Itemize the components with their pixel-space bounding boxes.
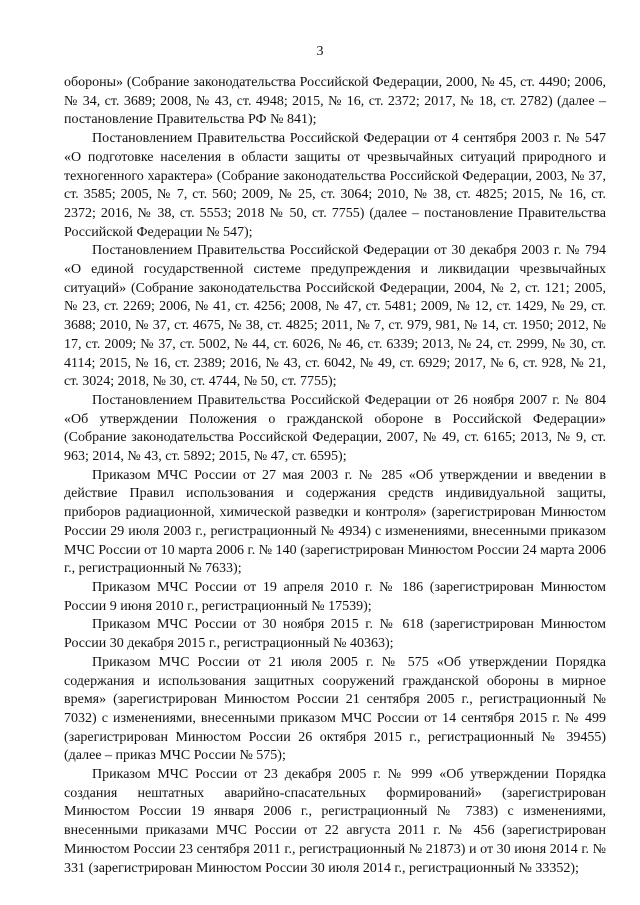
page-number: 3 <box>316 44 324 59</box>
paragraph: Приказом МЧС России от 19 апреля 2010 г. № 186 (зарегистрирован Минюстом России 9 июня 2010 г., регистрационный № 17539); <box>64 579 606 614</box>
paragraph-continuation: обороны» (Собрание законодательства Российской Федерации, 2000, № 45, ст. 4490; 2006, № 34, ст. 3689; 2008, № 43, ст. 4948; 2015, № 16, ст. 2372; 2017, № 18, ст. 2782) (далее – постановление Правительства РФ № 841); <box>64 75 606 128</box>
paragraph: Постановлением Правительства Российской Федерации от 4 сентября 2003 г. № 547 «О подготовке населения в области защиты от чрезвычайных ситуаций природного и техногенного характера» (Собрание законодательства Российской Федерации, 2003, № 37, ст. 3585; 2005, № 7, ст. 560; 2009, № 25, ст. 3064; 2010, № 38, ст. 4825; 2015, № 16, ст. 2372; 2016, № 38, ст. 5553; 2018 № 50, ст. 7755) (далее – постановление Правительства Российской Федерации № 547); <box>64 131 606 240</box>
paragraph: Приказом МЧС России от 30 ноября 2015 г. № 618 (зарегистрирован Минюстом России 30 декабря 2015 г., регистрационный № 40363); <box>64 617 606 652</box>
paragraph: Приказом МЧС России от 27 мая 2003 г. № 285 «Об утверждении и введении в действие Правил использования и содержания средств индивидуальной защиты, приборов радиационной, химической разведки и контроля» (зарегистрирован Минюстом России 29 июля 2003 г., регистрационный № 4934) с изменениями, внесенными приказом МЧС России от 10 марта 2006 г. № 140 (зарегистрирован Минюстом России 24 марта 2006 г., регистрационный № 7633); <box>64 467 606 577</box>
paragraph: Постановлением Правительства Российской Федерации от 26 ноября 2007 г. № 804 «Об утверждении Положения о гражданской обороне в Российской Федерации» (Собрание законодательства Российской Федерации, 2007, № 49, ст. 6165; 2013, № 9, ст. 963; 2014, № 43, ст. 5892; 2015, № 47, ст. 6595); <box>64 392 606 465</box>
document-body <box>64 74 606 878</box>
paragraph: Приказом МЧС России от 23 декабря 2005 г. № 999 «Об утверждении Порядка создания нештатных аварийно-спасательных формирований» (зарегистрирован Минюстом России 19 января 2006 г., регистрационный № 7383) с изменениями, внесенными приказами МЧС России от 22 августа 2011 г. № 456 (зарегистрирован Минюстом России 23 сентября 2011 г., регистрационный № 21873) и от 30 июня 2014 г. № 331 (зарегистрирован Минюстом России 30 июля 2014 г., регистрационный № 33352); <box>64 767 606 876</box>
paragraph: Постановлением Правительства Российской Федерации от 30 декабря 2003 г. № 794 «О единой государственной системе предупреждения и ликвидации чрезвычайных ситуаций» (Собрание законодательства Российской Федерации, 2004, № 2, ст. 121; 2005, № 23, ст. 2269; 2006, № 41, ст. 4256; 2008, № 47, ст. 5481; 2009, № 12, ст. 1429, № 29, ст. 3688; 2010, № 37, ст. 4675, № 38, ст. 4825; 2011, № 7, ст. 979, 981, № 14, ст. 1950; 2012, № 17, ст. 2009; № 37, ст. 5002, № 44, ст. 6026, № 46, ст. 6339; 2013, № 24, ст. 2999, № 30, ст. 4114; 2015, № 16, ст. 2389; 2016, № 43, ст. 6042, № 49, ст. 6929; 2017, № 6, ст. 928, № 21, ст. 3024; 2018, № 30, ст. 4744, № 50, ст. 7755); <box>64 243 606 390</box>
paragraph: Приказом МЧС России от 21 июля 2005 г. № 575 «Об утверждении Порядка содержания и использования защитных сооружений гражданской обороны в мирное время» (зарегистрирован Минюстом России 21 сентября 2005 г., регистрационный № 7032) с изменениями, внесенными приказом МЧС России от 14 сентября 2015 г. № 499 (зарегистрирован Минюстом России 26 октября 2015 г., регистрационный № 39455) (далее – приказ МЧС России № 575); <box>64 654 606 764</box>
